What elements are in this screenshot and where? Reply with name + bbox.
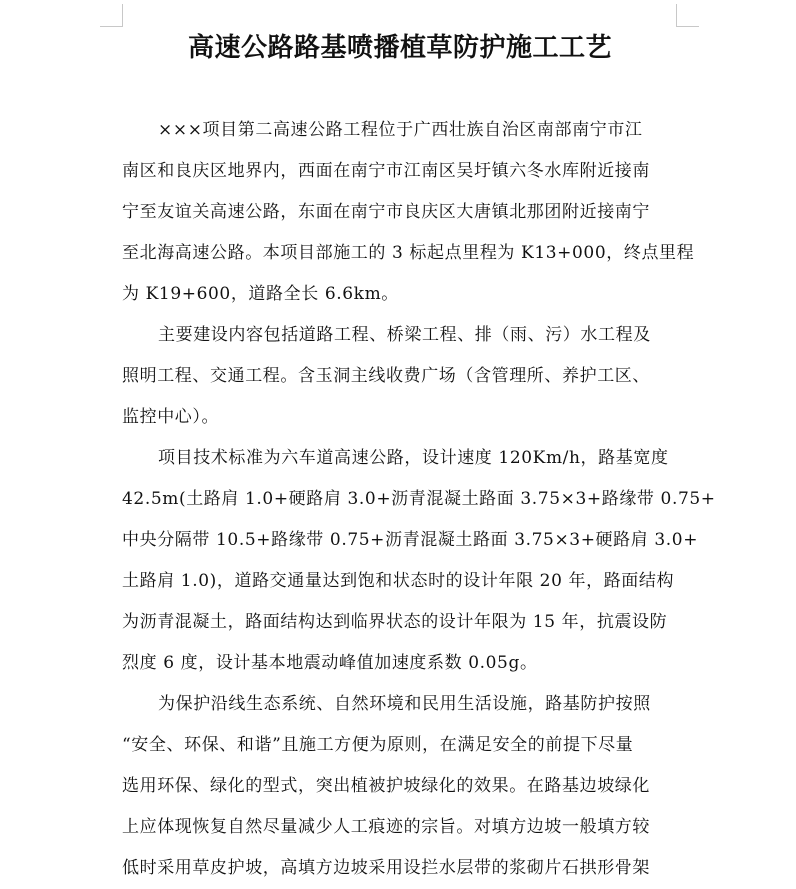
paragraph	[122, 315, 678, 438]
paragraph-line: 烈度 6 度，设计基本地震动峰值加速度系数 0.05g。	[122, 653, 538, 673]
paragraph-line: 监控中心）。	[122, 407, 220, 427]
paragraph-line: 选用环保、绿化的型式，突出植被护坡绿化的效果。在路基边坡绿化	[122, 776, 650, 796]
paragraph-line: 上应体现恢复自然尽量减少人工痕迹的宗旨。对填方边坡一般填方较	[122, 817, 650, 837]
paragraph-line: ×××项目第二高速公路工程位于广西壮族自治区南部南宁市江	[158, 120, 643, 140]
paragraph-line: 主要建设内容包括道路工程、桥梁工程、排（雨、污）水工程及	[158, 325, 651, 345]
paragraph-line: 42.5m(土路肩 1.0+硬路肩 3.0+沥青混凝土路面 3.75×3+路缘带 0.75+	[122, 489, 716, 509]
paragraph-line: 项目技术标准为六车道高速公路，设计速度 120Km/h，路基宽度	[158, 448, 669, 468]
paragraph-line: 中央分隔带 10.5+路缘带 0.75+沥青混凝土路面 3.75×3+硬路肩 3.0+	[122, 530, 699, 550]
paragraph-line: 至北海高速公路。本项目部施工的 3 标起点里程为 K13+000，终点里程	[122, 243, 695, 263]
paragraph-line: 为沥青混凝土，路面结构达到临界状态的设计年限为 15 年，抗震设防	[122, 612, 668, 632]
paragraph-line: 低时采用草皮护坡，高填方边坡采用设拦水层带的浆砌片石拱形骨架	[122, 858, 650, 878]
crop-mark-top-right	[676, 4, 699, 27]
paragraph-line: 土路肩 1.0)，道路交通量达到饱和状态时的设计年限 20 年，路面结构	[122, 571, 675, 591]
paragraph-line: 为 K19+600，道路全长 6.6km。	[122, 284, 399, 304]
paragraph-line: “安全、环保、和谐”且施工方便为原则，在满足安全的前提下尽量	[122, 735, 634, 755]
paragraph-line: 照明工程、交通工程。含玉洞主线收费广场（含管理所、养护工区、	[122, 366, 650, 386]
paragraph	[122, 438, 716, 684]
document-title: 高速公路路基喷播植草防护施工工艺	[187, 33, 612, 63]
paragraph	[122, 684, 678, 889]
paragraph-line: 南区和良庆区地界内，西面在南宁市江南区吴圩镇六冬水库附近接南	[122, 161, 650, 181]
crop-mark-top-left	[100, 4, 123, 27]
paragraph-line: 宁至友谊关高速公路，东面在南宁市良庆区大唐镇北那团附近接南宁	[122, 202, 650, 222]
paragraph	[122, 110, 695, 315]
document-body	[122, 110, 716, 889]
paragraph-line: 为保护沿线生态系统、自然环境和民用生活设施，路基防护按照	[158, 694, 651, 714]
